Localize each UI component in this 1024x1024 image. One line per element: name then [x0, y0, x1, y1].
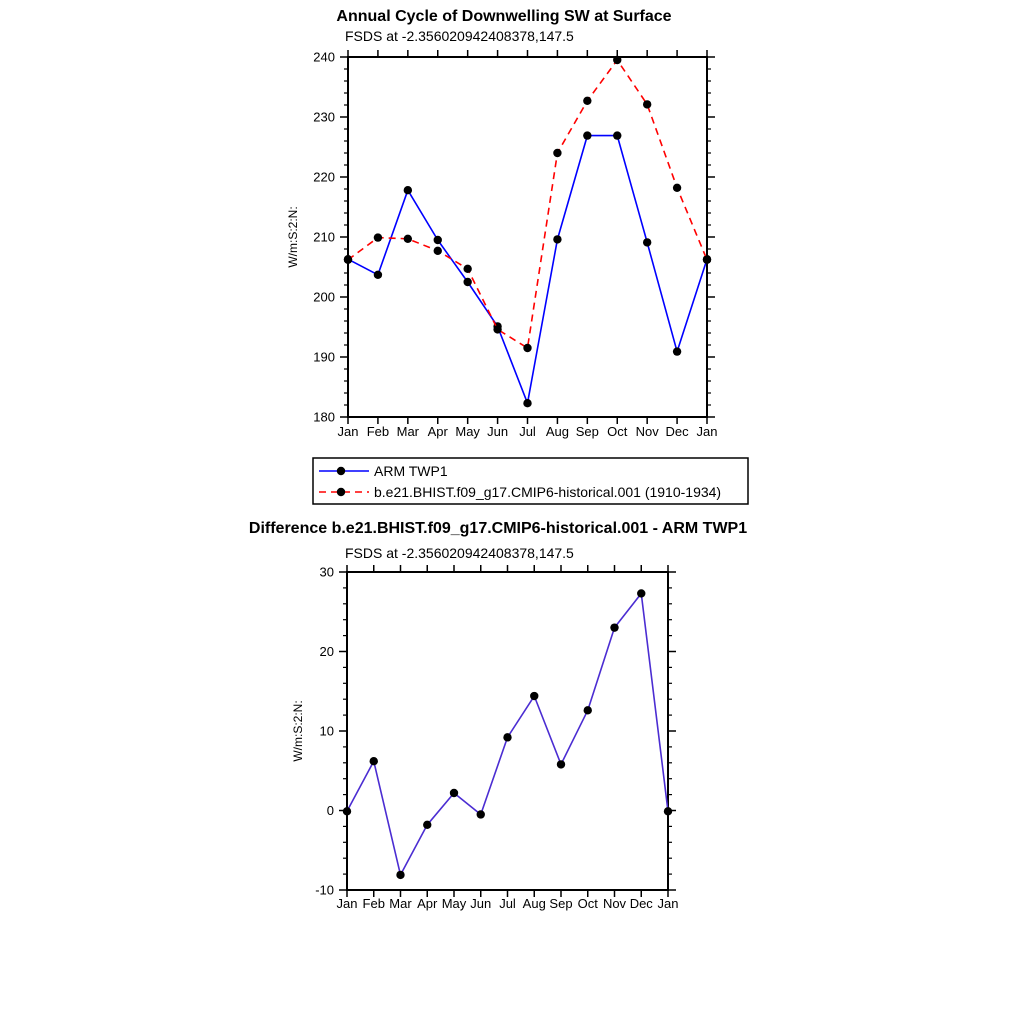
data-point — [673, 184, 681, 192]
y-tick-label: 10 — [319, 723, 334, 739]
plot-frame — [348, 57, 707, 417]
month-label: Oct — [607, 424, 628, 439]
bottom-chart-title: Difference b.e21.BHIST.f09_g17.CMIP6-historical.001 - ARM TWP1 — [248, 520, 748, 537]
top-chart-y-axis-title: W/m:S:2:N: — [286, 206, 300, 268]
legend-obs-marker — [337, 467, 345, 475]
data-point — [404, 186, 412, 194]
y-tick-label: 200 — [313, 289, 335, 305]
data-point — [370, 757, 378, 765]
data-point — [404, 235, 412, 243]
top-chart-subtitle: FSDS at -2.356020942408378,147.5 — [345, 28, 574, 44]
month-label: Jul — [519, 424, 536, 439]
data-point — [553, 235, 561, 243]
y-tick-label: -10 — [315, 882, 334, 898]
data-point — [434, 247, 442, 255]
month-label: Sep — [575, 424, 599, 439]
month-label: Feb — [366, 424, 390, 439]
data-point — [450, 789, 458, 797]
y-tick-label: 190 — [313, 349, 335, 365]
data-point — [493, 325, 501, 333]
top-chart-plot — [313, 50, 717, 440]
series-line-0 — [348, 136, 707, 404]
y-tick-label: 20 — [319, 644, 334, 659]
y-tick-label: 0 — [326, 803, 334, 818]
series-line-1 — [348, 60, 707, 348]
month-label: Mar — [396, 424, 420, 439]
data-point — [673, 347, 681, 355]
data-point — [396, 871, 404, 879]
data-point — [344, 256, 352, 264]
data-point — [613, 131, 621, 139]
month-label: May — [441, 896, 467, 911]
bottom-chart-y-axis-title: W/m:S:2:N: — [291, 700, 305, 762]
month-label: Jan — [337, 424, 359, 439]
data-point — [477, 810, 485, 818]
data-point — [503, 733, 511, 741]
data-point — [530, 692, 538, 700]
month-label: Nov — [635, 424, 659, 439]
bottom-chart-subtitle: FSDS at -2.356020942408378,147.5 — [345, 545, 574, 561]
month-label: Jan — [336, 896, 358, 911]
data-point — [343, 807, 351, 815]
month-label: Sep — [549, 896, 573, 911]
month-label: Aug — [545, 424, 569, 439]
bottom-chart-plot — [315, 565, 678, 912]
month-label: Aug — [522, 896, 546, 911]
data-point — [583, 97, 591, 105]
legend — [313, 458, 748, 504]
month-label: Jan — [696, 424, 718, 439]
data-point — [584, 706, 592, 714]
data-point — [643, 100, 651, 108]
data-point — [423, 821, 431, 829]
data-point — [463, 265, 471, 273]
month-label: Jun — [470, 896, 492, 911]
month-label: Dec — [665, 424, 689, 439]
legend-model-marker — [337, 488, 345, 496]
month-label: Jun — [487, 424, 509, 439]
data-point — [523, 399, 531, 407]
data-point — [643, 238, 651, 246]
month-label: Oct — [577, 896, 598, 911]
data-point — [703, 256, 711, 264]
y-tick-label: 180 — [313, 409, 335, 425]
data-point — [374, 271, 382, 279]
month-label: Feb — [362, 896, 385, 911]
data-point — [434, 236, 442, 244]
data-point — [463, 278, 471, 286]
top-chart-title: Annual Cycle of Downwelling SW at Surface — [336, 8, 672, 25]
y-tick-label: 210 — [313, 229, 335, 245]
data-point — [374, 233, 382, 241]
y-tick-label: 30 — [319, 564, 334, 580]
data-point — [637, 589, 645, 597]
data-point — [553, 149, 561, 157]
month-label: Nov — [602, 896, 627, 911]
month-label: Jan — [657, 896, 679, 911]
y-tick-label: 230 — [313, 109, 335, 125]
data-point — [523, 344, 531, 352]
month-label: Jul — [499, 896, 516, 911]
data-point — [610, 623, 618, 631]
month-label: May — [455, 424, 480, 439]
month-label: Mar — [389, 896, 412, 911]
month-label: Dec — [629, 896, 653, 911]
data-point — [613, 56, 621, 64]
data-point — [664, 807, 672, 815]
data-point — [583, 131, 591, 139]
month-label: Apr — [417, 896, 438, 911]
y-tick-label: 220 — [313, 169, 335, 185]
data-point — [557, 760, 565, 768]
y-tick-label: 240 — [313, 49, 335, 65]
month-label: Apr — [427, 424, 448, 439]
legend-obs-label: ARM TWP1 — [374, 463, 448, 479]
legend-model-label: b.e21.BHIST.f09_g17.CMIP6-historical.001 (1910-1934) — [374, 484, 722, 500]
